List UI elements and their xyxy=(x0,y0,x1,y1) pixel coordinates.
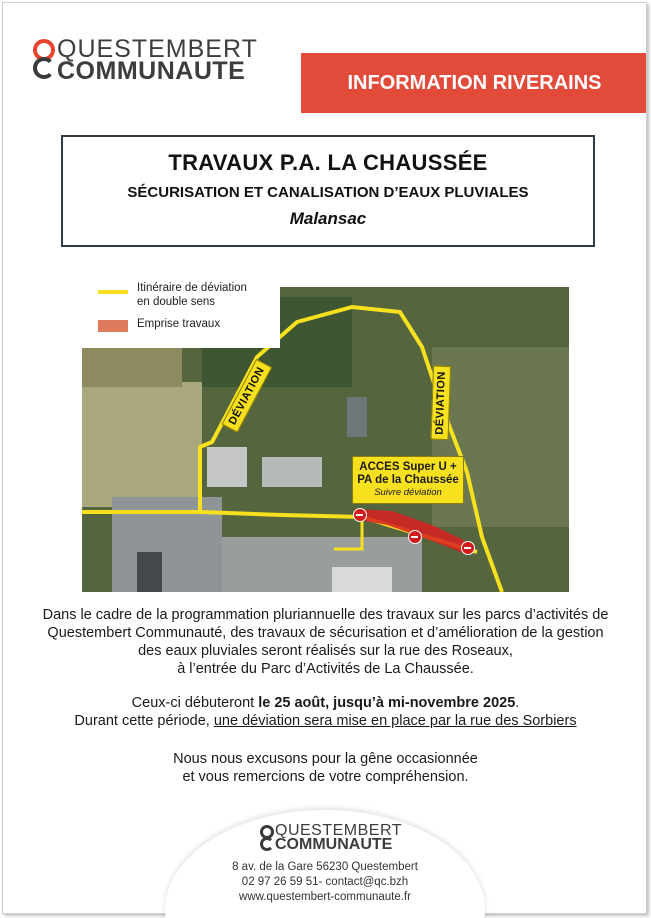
footer-logo-line1: QUESTEMBERT xyxy=(275,822,402,839)
deviation-label-west: DÉVIATION xyxy=(222,359,272,432)
title-box xyxy=(61,135,595,247)
deviation-prefix: Durant cette période, xyxy=(74,713,214,729)
title-town: Malansac xyxy=(289,209,367,228)
map-field-west xyxy=(82,382,202,507)
access-callout xyxy=(352,456,464,504)
no-entry-icon xyxy=(353,508,367,522)
dates-line2 xyxy=(20,712,631,730)
footer-contact xyxy=(165,860,485,905)
access-line2: PA de la Chaussée xyxy=(357,474,459,486)
legend-works-swatch xyxy=(98,320,128,332)
map-field-north xyxy=(82,347,182,387)
dates-bold: le 25 août, jusqu’à mi-novembre 2025 xyxy=(258,695,516,711)
map-building-1 xyxy=(207,447,247,487)
dates-prefix: Ceux-ci débuteront xyxy=(131,695,259,711)
map-building-2 xyxy=(262,457,322,487)
footer-logo-line2: COMMUNAUTE xyxy=(275,836,393,853)
legend-works-label: Emprise travaux xyxy=(137,318,221,330)
logo-c-mark-icon xyxy=(33,57,55,79)
footer-address: 8 av. de la Gare 56230 Questembert xyxy=(232,861,418,873)
deviation-underlined: une déviation sera mise en place par la rue des Sorbiers xyxy=(213,713,577,729)
legend-route-swatch xyxy=(98,290,128,294)
questembert-logo xyxy=(33,35,258,85)
legend-route-label xyxy=(137,281,247,309)
logo-line2: COMMUNAUTE xyxy=(57,57,246,85)
legend-route-line2: en double sens xyxy=(137,296,216,308)
footer-website-link[interactable]: www.questembert-communaute.fr xyxy=(239,891,411,903)
apology-line2: et vous remercions de votre compréhension. xyxy=(182,769,469,785)
dates-line1 xyxy=(20,694,631,712)
footer-logo xyxy=(260,822,410,854)
dates-paragraph xyxy=(20,694,631,730)
intro-line1: Dans le cadre de la programmation pluriannuelle des travaux sur les parcs d’activités de xyxy=(42,607,609,623)
logo-line1: QUESTEMBERT xyxy=(57,35,258,63)
intro-line3: des eaux pluviales seront réalisés sur la rue des Roseaux, xyxy=(138,643,513,659)
apology-line1: Nous nous excusons pour la gêne occasionnée xyxy=(173,751,478,767)
footer-logo-c-icon xyxy=(260,837,274,851)
legend-route-line1: Itinéraire de déviation xyxy=(137,282,247,294)
access-line3: Suivre déviation xyxy=(374,487,442,498)
no-entry-icon xyxy=(408,530,422,544)
no-entry-icon xyxy=(461,541,475,555)
intro-line2: Questembert Communauté, des travaux de sécurisation et d’amélioration de la gestion xyxy=(47,625,604,641)
intro-paragraph xyxy=(20,606,631,678)
intro-line4: à l’entrée du Parc d’Activités de La Chaussée. xyxy=(177,661,474,677)
map-building-5 xyxy=(137,552,162,592)
footer-phone-email[interactable]: 02 97 26 59 51- contact@qc.bzh xyxy=(241,876,409,888)
deviation-label-east: DÉVIATION xyxy=(431,366,452,440)
map-building-3 xyxy=(332,567,392,592)
dates-suffix: . xyxy=(515,695,520,711)
map-building-4 xyxy=(347,397,367,437)
info-banner: INFORMATION RIVERAINS xyxy=(301,53,647,113)
map-legend xyxy=(82,272,280,348)
apology-paragraph xyxy=(20,750,631,786)
access-line1: ACCES Super U + xyxy=(359,461,457,473)
title-main: TRAVAUX P.A. LA CHAUSSÉE xyxy=(168,150,488,175)
title-sub: SÉCURISATION ET CANALISATION D’EAUX PLUVIALES xyxy=(127,184,529,201)
